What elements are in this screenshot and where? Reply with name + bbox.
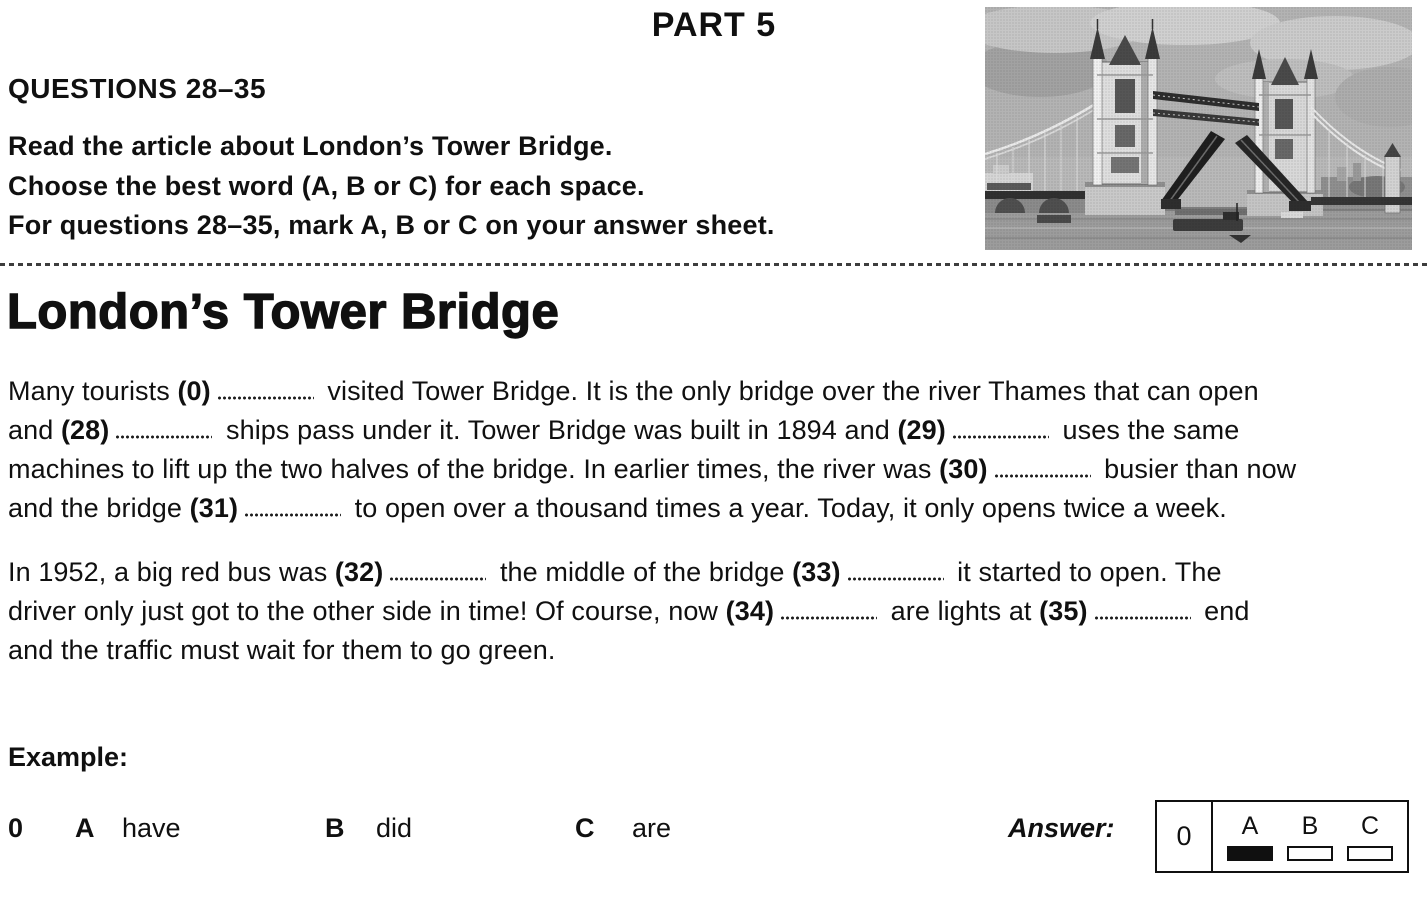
answer-choice-letter-b: B [1301,812,1319,840]
gap-number: (31) [189,493,239,523]
paragraph-text: machines to lift up the two halves of the bridge. In earlier times, the river was [8,454,940,484]
paragraph-text: uses the same [1054,415,1240,445]
dashed-separator-line [0,263,1428,266]
answer-label: Answer: [1008,813,1115,843]
paragraph-text: are lights at [883,596,1040,626]
instruction-line-3: For questions 28–35, mark A, B or C on your answer sheet. [8,210,775,240]
paragraph-text: and the bridge [8,493,190,523]
option-text-b: did [376,813,413,843]
part-title: PART 5 [651,6,777,44]
gap-number: (35) [1039,596,1088,626]
answer-box-number: 0 [1157,802,1213,871]
paragraph-text: and the traffic must wait for them to go green. [8,635,556,665]
paragraph-text: Many tourists [8,376,178,406]
answer-mark-b [1287,846,1333,861]
option-letter-a: A [75,813,95,843]
gap-dotted-leader [994,474,1091,478]
option-text-c: are [632,813,672,843]
gap-dotted-leader [952,435,1049,439]
gap-number: (28) [60,415,110,445]
paragraph-text: driver only just got to the other side in time! Of course, now [8,596,726,626]
halftone-overlay [985,7,1412,250]
gap-number: (32) [334,557,384,587]
instruction-line-2: Choose the best word (A, B or C) for each space. [8,170,645,201]
example-number: 0 [8,813,24,843]
gap-dotted-leader [115,435,212,439]
article-paragraph-2 [8,553,1408,670]
option-letter-b: B [325,813,345,843]
paragraph-text: the middle of the bridge [492,557,793,587]
paragraph-text: visited Tower Bridge. It is the only bridge over the river Thames that can open [319,376,1259,406]
answer-choice-a [1227,812,1273,861]
paragraph-text: to open over a thousand times a year. Today, it only opens twice a week. [347,493,1227,523]
answer-choice-letter-c: C [1360,812,1380,840]
gap-dotted-leader [244,513,341,517]
gap-number: (0) [177,376,211,406]
paragraph-text: busier than now [1096,454,1297,484]
gap-dotted-leader [389,577,486,581]
gap-dotted-leader [847,577,944,581]
tower-bridge-photo [985,7,1412,250]
paragraph-text: In 1952, a big red bus was [8,557,335,587]
answer-choice-c [1347,812,1393,861]
article-title: London’s Tower Bridge [7,285,560,339]
paragraph-text: it started to open. The [949,557,1222,587]
paragraph-text: and [8,415,61,445]
instruction-line-1: Read the article about London’s Tower Bridge. [8,131,613,161]
gap-dotted-leader [1094,616,1191,620]
answer-choice-letter-a: A [1241,812,1259,840]
gap-dotted-leader [217,396,314,400]
answer-mark-c [1347,846,1393,861]
gap-number: (34) [725,596,775,626]
questions-heading: QUESTIONS 28–35 [8,73,267,104]
answer-choice-b [1287,812,1333,861]
option-text-a: have [122,813,181,843]
answer-mark-a [1227,846,1273,861]
option-letter-c: C [575,813,595,843]
article-paragraph-1 [8,372,1408,528]
gap-number: (29) [897,415,946,445]
gap-dotted-leader [780,616,877,620]
paragraph-text: ships pass under it. Tower Bridge was built in 1894 and [218,415,898,445]
answer-box-choices [1213,802,1407,871]
paragraph-text: end [1196,596,1250,626]
gap-number: (33) [792,557,841,587]
tower-bridge-illustration [985,7,1412,250]
instructions-block [8,127,775,246]
gap-number: (30) [939,454,988,484]
example-label: Example: [8,742,129,772]
answer-box [1155,800,1409,873]
